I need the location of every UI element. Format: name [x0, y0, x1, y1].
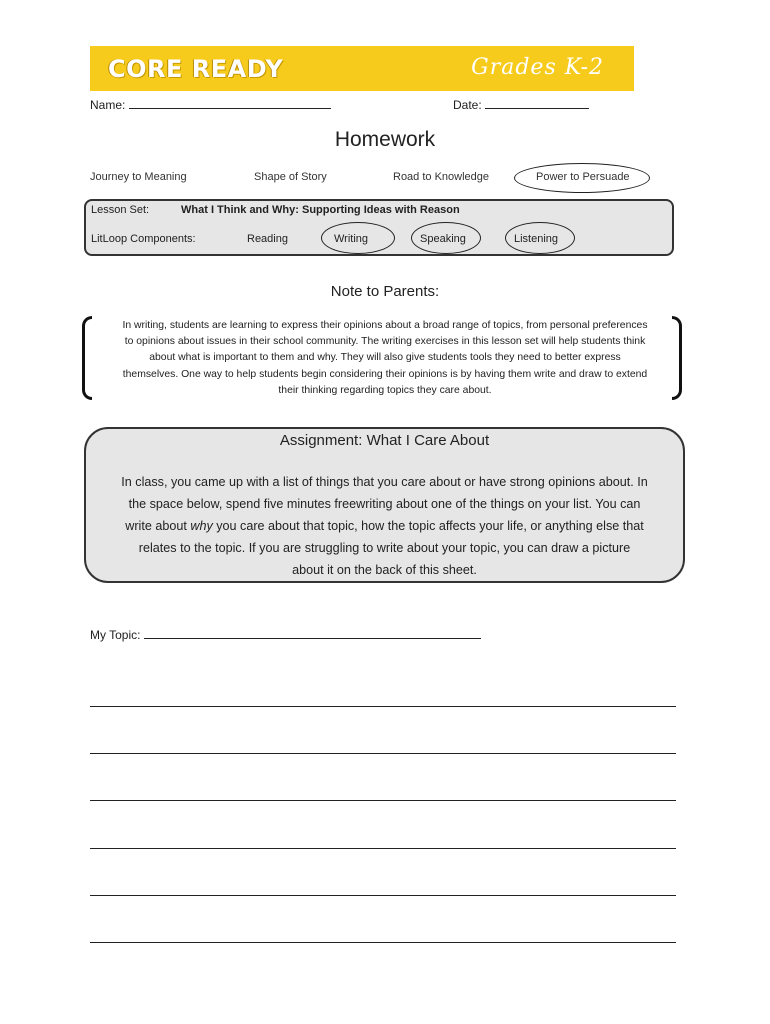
assignment-line: the space below, spend five minutes freewriting about one of the things on your list. You can: [128, 497, 641, 511]
writing-line[interactable]: [90, 706, 676, 707]
assignment-text: write about: [125, 519, 191, 533]
writing-line[interactable]: [90, 800, 676, 801]
assignment-line: about it on the back of this sheet.: [292, 563, 477, 577]
journey-persuade: Power to Persuade: [536, 171, 630, 183]
assignment-box: [84, 427, 685, 583]
assignment-line: relates to the topic. If you are struggling to write about your topic, you can draw a picture: [138, 541, 631, 555]
journey-knowledge: Road to Knowledge: [393, 171, 490, 183]
date-blank[interactable]: [485, 96, 589, 109]
core-ready-banner: [90, 46, 634, 91]
lesson-set-value: What I Think and Why: Supporting Ideas with Reason: [181, 204, 460, 216]
writing-line[interactable]: [90, 942, 676, 943]
assignment-line: [94, 515, 675, 537]
topic-field[interactable]: [90, 626, 481, 642]
topic-blank[interactable]: [144, 626, 481, 639]
lesson-info-box: [84, 199, 674, 256]
speaking-circle: [411, 222, 481, 254]
name-field[interactable]: [90, 96, 331, 112]
assignment-text: you care about that topic, how the topic affects your life, or anything else that: [212, 519, 644, 533]
assignment-emphasis: why: [190, 519, 213, 533]
journey-meaning: Journey to Meaning: [90, 171, 187, 183]
writing-circle: [321, 222, 395, 254]
brand-logo: CORE READY: [108, 55, 284, 83]
date-field[interactable]: [453, 96, 589, 112]
note-line: to opinions about issues in their school community. The writing exercises in this lesson set will help students think: [124, 336, 646, 348]
note-line: In writing, students are learning to express their opinions about a broad range of topics, from personal preferences: [122, 320, 648, 331]
lesson-set-label: Lesson Set:: [91, 204, 150, 216]
page-title: Homework: [334, 128, 436, 151]
component-listening: Listening: [514, 233, 559, 245]
note-line: their thinking regarding topics they care about.: [278, 384, 492, 396]
component-reading: Reading: [247, 233, 288, 245]
writing-line[interactable]: [90, 753, 676, 754]
date-label: Date:: [453, 98, 482, 112]
writing-line[interactable]: [90, 848, 676, 849]
name-blank[interactable]: [129, 96, 331, 109]
topic-label: My Topic:: [90, 628, 141, 642]
component-writing: Writing: [334, 233, 369, 245]
litloop-label: LitLoop Components:: [91, 233, 196, 245]
writing-line[interactable]: [90, 895, 676, 896]
grades-label: Grades K-2: [471, 55, 604, 80]
note-line: themselves. One way to help students begin considering their opinions is by having them write and draw to extend: [122, 368, 648, 380]
listening-circle: [505, 222, 575, 254]
journey-story: Shape of Story: [254, 171, 327, 183]
name-label: Name:: [90, 98, 126, 112]
note-title: Note to Parents:: [330, 283, 440, 300]
assignment-line: In class, you came up with a list of things that you care about or have strong opinions about. In: [121, 475, 648, 489]
persuade-circle: [514, 163, 650, 193]
assignment-title: Assignment: What I Care About: [279, 432, 490, 449]
component-speaking: Speaking: [420, 233, 466, 245]
note-body: [90, 318, 680, 399]
assignment-body: [94, 471, 675, 581]
note-line: about what is important to them and why. They will also give students tools they need to better express: [149, 352, 621, 364]
